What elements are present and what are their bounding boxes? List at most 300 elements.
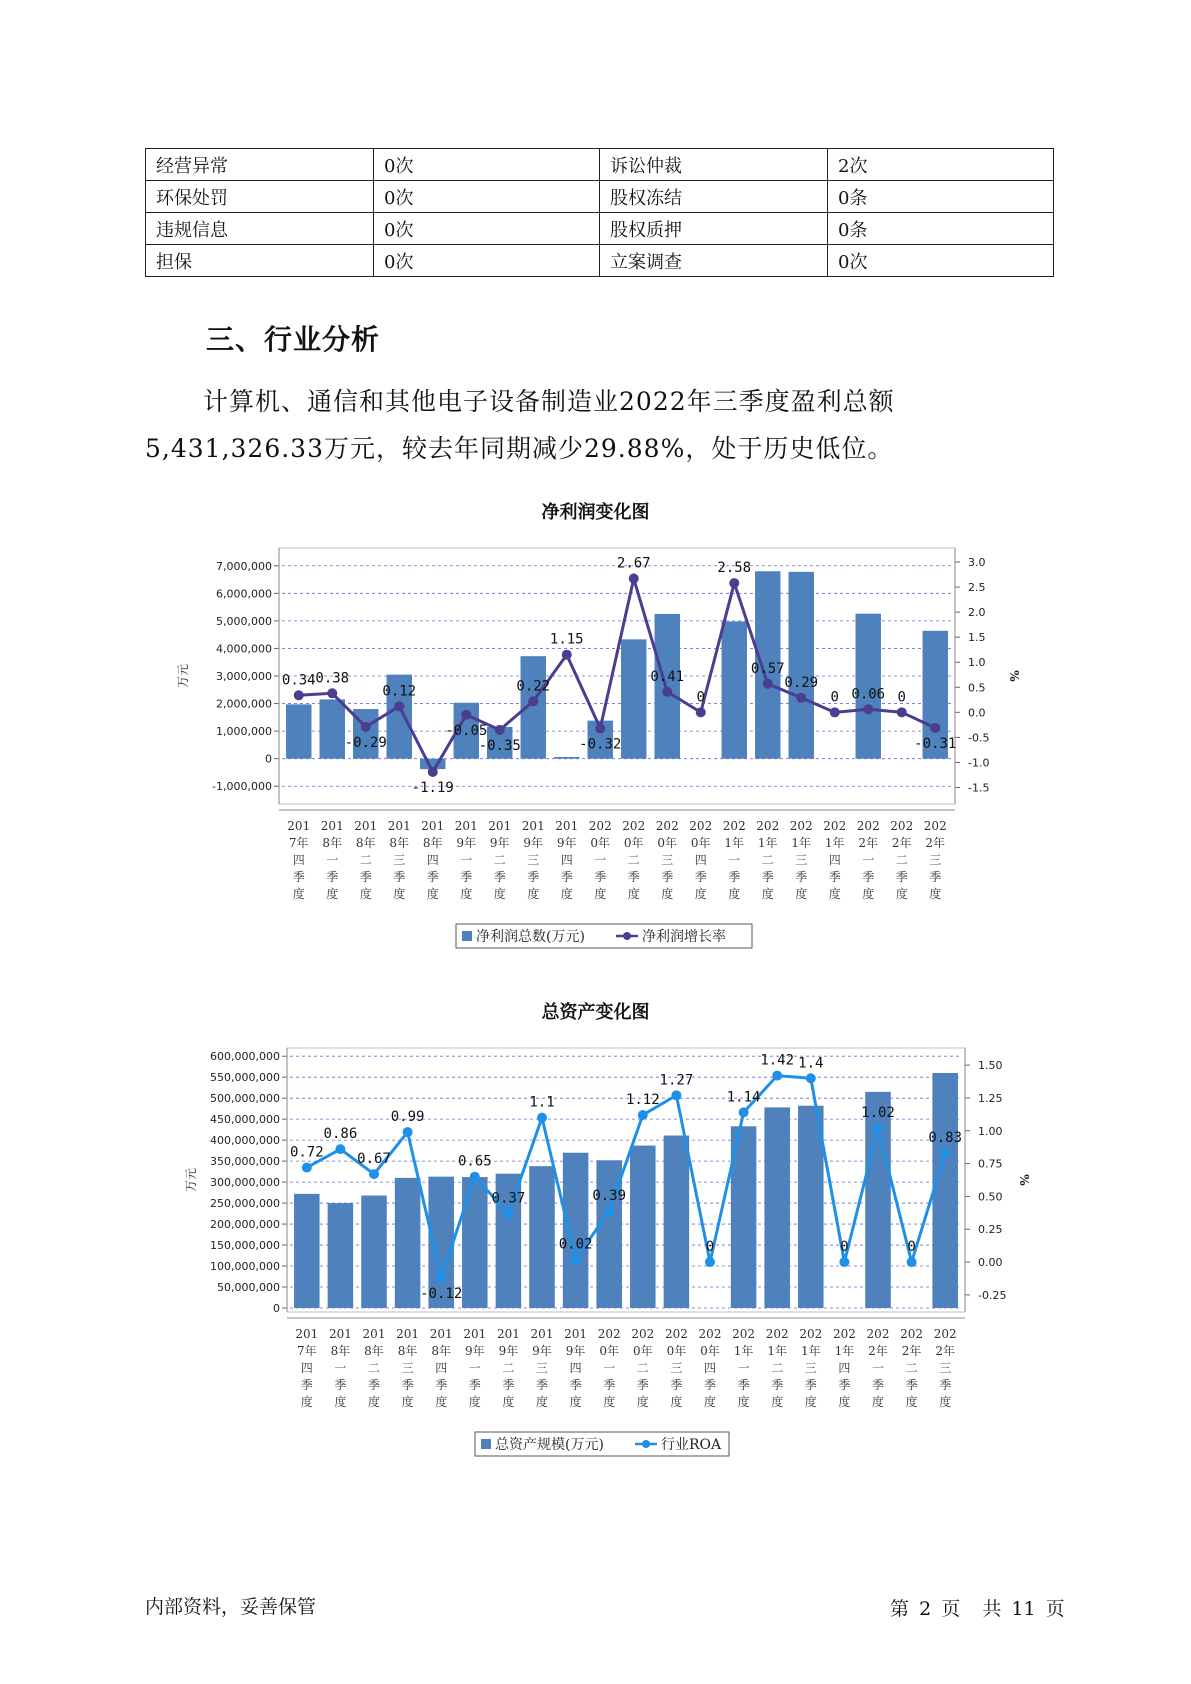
x-tick-label-line: 201 <box>530 1327 554 1341</box>
line-point <box>571 1254 581 1264</box>
y2-tick-label: 0.00 <box>978 1256 1003 1270</box>
risk-item-label: 环保处罚 <box>146 181 374 213</box>
x-tick-label-line: 9年 <box>556 836 577 850</box>
data-label: 0 <box>897 689 906 706</box>
x-tick-label-line: 202 <box>698 1327 722 1341</box>
table-row <box>146 245 1054 277</box>
data-label: 1.27 <box>659 1072 694 1089</box>
x-tick-label-line: 一 <box>334 1361 347 1375</box>
y2-tick-label: 2.0 <box>968 606 986 620</box>
x-tick-label <box>631 1327 654 1409</box>
risk-item-label: 违规信息 <box>146 213 374 245</box>
x-tick-label <box>699 1327 722 1409</box>
x-tick-label-line: 季 <box>761 870 774 884</box>
x-tick-label-line: 季 <box>939 1378 952 1392</box>
legend-line-marker <box>642 1440 650 1448</box>
line-point <box>470 1172 480 1182</box>
x-tick-label <box>396 1327 419 1409</box>
line-point <box>604 1206 614 1216</box>
x-tick-label-line: 202 <box>631 1327 655 1341</box>
x-tick-label-line: 202 <box>789 819 813 833</box>
x-tick-label-line: 9年 <box>532 1344 552 1358</box>
x-tick-label-line: 201 <box>396 1327 420 1341</box>
x-tick-label-line: 度 <box>502 1395 515 1409</box>
x-tick-label-line: 202 <box>923 819 947 833</box>
x-tick-label-line: 季 <box>468 1378 481 1392</box>
data-label: 0.22 <box>516 678 551 695</box>
line-point <box>806 1073 816 1083</box>
x-tick-label-line: 度 <box>737 1395 750 1409</box>
x-tick-label-line: 201 <box>488 819 512 833</box>
y2-tick-label: 3.0 <box>968 556 986 570</box>
x-tick-label-line: 0年 <box>623 836 644 850</box>
legend-line-label: 净利润增长率 <box>642 929 726 945</box>
bar <box>798 1106 824 1308</box>
y-tick-label: 100,000,000 <box>210 1260 280 1274</box>
line-point <box>729 578 739 588</box>
x-tick-label-line: 季 <box>795 870 808 884</box>
x-tick-label-line: 三 <box>670 1361 683 1375</box>
x-tick-label-line: 0年 <box>632 1344 653 1358</box>
y-tick-label: 7,000,000 <box>216 559 272 573</box>
y2-tick-label: -0.25 <box>978 1288 1007 1302</box>
x-tick-label <box>823 819 846 901</box>
x-tick-label-line: 2年 <box>935 1344 956 1358</box>
x-tick-label-line: 度 <box>426 887 439 901</box>
risk-item-label: 股权质押 <box>600 213 828 245</box>
legend-bar-swatch <box>481 1439 491 1449</box>
x-tick-label-line: 度 <box>838 1395 851 1409</box>
x-tick-label-line: 三 <box>527 853 540 867</box>
x-tick-label-line: 2年 <box>858 836 879 850</box>
x-tick-label <box>665 1327 688 1409</box>
data-label: 1.4 <box>798 1055 824 1072</box>
data-label: 1.1 <box>529 1094 555 1111</box>
x-tick-label <box>857 819 880 901</box>
line-point <box>495 725 505 735</box>
x-tick-label-line: 季 <box>862 870 875 884</box>
x-tick-label-line: 度 <box>804 1395 817 1409</box>
data-label: -0.32 <box>579 736 622 753</box>
x-tick-label-line: 一 <box>603 1361 616 1375</box>
line-point <box>394 701 404 711</box>
x-tick-label-line: 2年 <box>868 1344 888 1358</box>
x-tick-label-line: 度 <box>359 887 372 901</box>
x-tick-label-line: 季 <box>460 870 473 884</box>
x-tick-label-line: 季 <box>636 1378 649 1392</box>
x-tick-label <box>421 819 444 901</box>
x-tick-label-line: 度 <box>367 1395 381 1409</box>
x-tick-label-line: 季 <box>292 870 305 884</box>
net-profit-chart-title: 净利润变化图 <box>541 502 650 523</box>
x-tick-label-line: 度 <box>771 1395 784 1409</box>
risk-item-label: 诉讼仲裁 <box>600 149 828 181</box>
x-tick-label-line: 度 <box>905 1395 918 1409</box>
total-assets-chart-title: 总资产变化图 <box>541 1002 650 1023</box>
x-tick-label-line: 1年 <box>757 836 778 850</box>
x-tick-label-line: 度 <box>401 1395 414 1409</box>
x-tick-label-line: 9年 <box>456 836 477 850</box>
x-tick-label-line: 201 <box>564 1327 588 1341</box>
line-point <box>403 1127 413 1137</box>
line-point <box>369 1169 379 1179</box>
x-tick-label-line: 度 <box>871 1395 885 1409</box>
x-tick-label-line: 二 <box>636 1361 649 1375</box>
x-tick-label <box>555 819 578 901</box>
table-row <box>146 181 1054 213</box>
x-tick-label-line: 度 <box>300 1395 313 1409</box>
x-tick-label-line: 201 <box>463 1327 487 1341</box>
x-tick-label-line: 二 <box>493 853 506 867</box>
risk-item-value: 0次 <box>828 245 1054 277</box>
y2-axis-title: % <box>1007 670 1021 682</box>
data-label: 0.37 <box>491 1190 526 1207</box>
line-point <box>629 574 639 584</box>
x-tick-label-line: 季 <box>895 870 908 884</box>
x-tick-label-line: 季 <box>828 870 841 884</box>
risk-item-value: 0次 <box>374 213 600 245</box>
page-label: 第 <box>890 1598 910 1620</box>
x-tick-label-line: 202 <box>622 819 646 833</box>
y2-axis-title: % <box>1017 1174 1031 1186</box>
x-tick-label <box>689 819 712 901</box>
page-number <box>890 1594 1069 1621</box>
x-tick-label-line: 四 <box>426 853 439 867</box>
x-tick-label-line: 季 <box>527 870 540 884</box>
data-label: 0.83 <box>928 1130 963 1147</box>
x-tick-label-line: 202 <box>933 1327 957 1341</box>
x-tick-label-line: 季 <box>359 870 372 884</box>
x-tick-label <box>934 1327 957 1409</box>
y2-tick-label: 1.25 <box>978 1091 1003 1105</box>
x-tick-label-line: 度 <box>527 887 540 901</box>
data-label: 0.29 <box>784 674 819 691</box>
data-label: 0.99 <box>390 1109 425 1126</box>
x-tick-label <box>497 1327 520 1409</box>
total-assets-chart <box>0 1030 1191 1453</box>
data-label: 2.67 <box>616 555 651 572</box>
x-tick-label-line: 202 <box>900 1327 924 1341</box>
x-tick-label <box>732 1327 755 1409</box>
x-tick-label-line: 季 <box>627 870 640 884</box>
risk-item-label: 经营异常 <box>146 149 374 181</box>
x-tick-label-line: 201 <box>287 819 311 833</box>
y-tick-label: 0 <box>273 1302 280 1315</box>
risk-summary-table <box>145 148 1054 277</box>
x-tick-label-line: 季 <box>367 1378 381 1392</box>
x-tick-label-line: 201 <box>521 819 545 833</box>
x-tick-label-line: 季 <box>694 870 707 884</box>
x-tick-label-line: 9年 <box>489 836 510 850</box>
x-tick-label-line: 度 <box>636 1395 649 1409</box>
x-tick-label-line: 度 <box>694 887 707 901</box>
x-tick-label-line: 季 <box>661 870 674 884</box>
x-tick-label-line: 度 <box>535 1395 549 1409</box>
bar <box>529 1166 555 1308</box>
x-tick-label-line: 四 <box>838 1361 851 1375</box>
bar <box>462 1177 488 1308</box>
x-tick-label <box>766 1327 789 1409</box>
x-tick-label-line: 四 <box>703 1361 717 1375</box>
x-tick-label-line: 三 <box>661 853 674 867</box>
y-axis-title: 万元 <box>176 663 190 689</box>
x-tick-label-line: 季 <box>535 1378 549 1392</box>
y2-tick-label: 0.0 <box>968 706 986 720</box>
y-axis-title: 万元 <box>184 1167 198 1193</box>
data-label: 1.12 <box>625 1092 660 1109</box>
x-tick-label-line: 8年 <box>355 836 376 850</box>
x-tick-label-line: 季 <box>804 1378 817 1392</box>
line-point <box>294 690 304 700</box>
y-tick-label: 3,000,000 <box>216 670 272 683</box>
x-tick-label-line: 度 <box>728 887 741 901</box>
y-tick-label: 4,000,000 <box>216 642 272 656</box>
x-tick-label <box>867 1327 890 1409</box>
bar <box>789 572 814 759</box>
x-tick-label <box>799 1327 822 1409</box>
x-tick-label-line: 1年 <box>791 836 812 850</box>
line-point <box>930 723 940 733</box>
line-point <box>335 1144 345 1154</box>
x-tick-label-line: 一 <box>862 853 875 867</box>
x-tick-label-line: 四 <box>828 853 841 867</box>
y2-tick-label: 0.75 <box>978 1157 1003 1171</box>
x-tick-label-line: 度 <box>292 887 305 901</box>
y2-tick-label: 2.5 <box>968 581 986 595</box>
x-tick-label <box>756 819 779 901</box>
x-tick-label <box>488 819 511 901</box>
risk-item-value: 0条 <box>828 181 1054 213</box>
line-point <box>361 722 371 732</box>
x-tick-label-line: 度 <box>795 887 808 901</box>
y-tick-label: 5,000,000 <box>216 614 272 628</box>
data-label: 0 <box>907 1239 916 1256</box>
total-label: 共 <box>982 1598 1002 1620</box>
x-tick-label <box>622 819 645 901</box>
x-tick-label-line: 1年 <box>767 1344 788 1358</box>
x-tick-label-line: 2年 <box>901 1344 922 1358</box>
risk-item-value: 0次 <box>374 245 600 277</box>
line-point <box>461 710 471 720</box>
data-label: 1.15 <box>549 631 584 648</box>
bar <box>621 639 646 758</box>
x-tick-label-line: 一 <box>326 853 339 867</box>
data-label: -1.19 <box>411 779 454 796</box>
x-tick-label-line: 202 <box>832 1327 856 1341</box>
x-tick-label-line: 二 <box>367 1361 381 1375</box>
y-tick-label: 350,000,000 <box>210 1155 280 1169</box>
y2-tick-label: -1.0 <box>968 756 990 770</box>
x-tick-label <box>295 1327 318 1409</box>
line-point <box>662 687 672 697</box>
x-tick-label-line: 二 <box>359 853 372 867</box>
line-point <box>428 767 438 777</box>
x-tick-label-line: 度 <box>468 1395 481 1409</box>
x-tick-label <box>564 1327 587 1409</box>
x-tick-label-line: 四 <box>435 1361 448 1375</box>
data-label: 0 <box>696 689 705 706</box>
industry-paragraph: 计算机、通信和其他电子设备制造业2022年三季度盈利总额5,431,326.33万元，较去年同期减少29.88%，处于历史低位。 <box>145 387 895 463</box>
line-point <box>897 707 907 717</box>
y2-tick-label: 0.50 <box>978 1190 1003 1204</box>
line-point <box>436 1273 446 1283</box>
data-label: 0.65 <box>457 1153 492 1170</box>
y-tick-label: -1,000,000 <box>212 780 272 794</box>
x-tick-label-line: 202 <box>823 819 847 833</box>
table-row <box>146 149 1054 181</box>
data-label: -0.05 <box>445 722 488 739</box>
x-tick-label <box>900 1327 923 1409</box>
x-tick-label-line: 2年 <box>891 836 912 850</box>
line-point <box>839 1257 849 1267</box>
legend-bar-label: 净利润总数(万元) <box>476 929 585 945</box>
net-profit-chart <box>0 530 1191 1000</box>
data-label: 0.86 <box>323 1126 358 1143</box>
x-tick-label-line: 1年 <box>834 1344 855 1358</box>
x-tick-label-line: 度 <box>828 887 841 901</box>
data-label: 0.39 <box>592 1187 627 1204</box>
legend-line-marker <box>623 932 631 940</box>
x-tick-label-line: 8年 <box>330 1344 351 1358</box>
x-tick-label-line: 季 <box>493 870 506 884</box>
line-point <box>696 707 706 717</box>
x-tick-label-line: 0年 <box>690 836 711 850</box>
x-tick-label-line: 度 <box>895 887 908 901</box>
x-tick-label-line: 202 <box>799 1327 823 1341</box>
x-tick-label-line: 季 <box>569 1378 582 1392</box>
y-tick-label: 300,000,000 <box>210 1176 280 1190</box>
x-tick-label-line: 9年 <box>523 836 544 850</box>
x-tick-label-line: 三 <box>795 853 808 867</box>
x-tick-label-line: 四 <box>300 1361 313 1375</box>
data-label: 0.41 <box>650 668 685 685</box>
x-tick-label-line: 季 <box>905 1378 918 1392</box>
x-tick-label <box>287 819 310 901</box>
x-tick-label-line: 季 <box>594 870 607 884</box>
x-tick-label <box>598 1327 621 1409</box>
y2-tick-label: 1.50 <box>978 1059 1003 1073</box>
data-label: 0.72 <box>289 1144 324 1161</box>
x-tick-label-line: 季 <box>670 1378 683 1392</box>
x-tick-label-line: 季 <box>426 870 439 884</box>
x-tick-label-line: 四 <box>560 853 573 867</box>
y2-tick-label: 1.0 <box>968 656 986 670</box>
x-tick-label-line: 9年 <box>565 1344 586 1358</box>
x-tick-label-line: 201 <box>496 1327 520 1341</box>
x-tick-label <box>455 819 478 901</box>
x-tick-label-line: 度 <box>603 1395 616 1409</box>
y2-tick-label: -0.5 <box>968 731 990 745</box>
x-tick-label-line: 201 <box>429 1327 453 1341</box>
data-label: 0 <box>840 1239 849 1256</box>
line-point <box>705 1257 715 1267</box>
x-tick-label-line: 一 <box>737 1361 750 1375</box>
x-tick-label <box>388 819 411 901</box>
x-tick-label-line: 度 <box>569 1395 582 1409</box>
x-tick-label-line: 度 <box>460 887 473 901</box>
y-tick-label: 2,000,000 <box>216 697 272 711</box>
risk-item-label: 股权冻结 <box>600 181 828 213</box>
x-tick-label-line: 季 <box>435 1378 448 1392</box>
x-tick-label-line: 202 <box>588 819 612 833</box>
x-tick-label-line: 季 <box>334 1378 347 1392</box>
x-tick-label-line: 度 <box>929 887 942 901</box>
x-tick-label-line: 一 <box>460 853 473 867</box>
y-tick-label: 550,000,000 <box>210 1071 280 1085</box>
x-tick-label-line: 季 <box>737 1378 750 1392</box>
x-tick-label-line: 201 <box>328 1327 352 1341</box>
x-tick-label-line: 202 <box>597 1327 621 1341</box>
x-tick-label-line: 度 <box>939 1395 952 1409</box>
x-tick-label <box>890 819 913 901</box>
x-tick-label-line: 三 <box>401 1361 414 1375</box>
x-tick-label-line: 度 <box>393 887 406 901</box>
risk-item-label: 担保 <box>146 245 374 277</box>
x-tick-label-line: 四 <box>694 853 707 867</box>
y-tick-label: 250,000,000 <box>210 1197 280 1211</box>
x-tick-label-line: 度 <box>862 887 875 901</box>
data-label: 0.12 <box>382 683 417 700</box>
x-tick-label-line: 0年 <box>657 836 678 850</box>
x-tick-label-line: 季 <box>703 1378 717 1392</box>
x-tick-label-line: 202 <box>722 819 746 833</box>
x-tick-label-line: 202 <box>765 1327 789 1341</box>
x-tick-label-line: 201 <box>387 819 411 833</box>
line-point <box>772 1071 782 1081</box>
x-tick-label <box>833 1327 856 1409</box>
x-tick-label-line: 四 <box>569 1361 582 1375</box>
x-tick-label-line: 0年 <box>590 836 611 850</box>
x-tick-label-line: 9年 <box>464 1344 485 1358</box>
page-unit: 页 <box>941 1598 961 1620</box>
x-tick-label-line: 度 <box>761 887 774 901</box>
data-label: 0 <box>830 689 839 706</box>
x-tick-label-line: 二 <box>761 853 774 867</box>
x-tick-label-line: 202 <box>856 819 880 833</box>
x-tick-label-line: 2年 <box>925 836 946 850</box>
data-label: -0.31 <box>914 735 957 752</box>
x-tick-label <box>363 1327 386 1409</box>
x-tick-label-line: 季 <box>871 1378 885 1392</box>
x-tick-label-line: 0年 <box>700 1344 720 1358</box>
line-point <box>940 1148 950 1158</box>
line-point <box>671 1090 681 1100</box>
x-tick-label-line: 201 <box>362 1327 386 1341</box>
x-tick-label <box>329 1327 352 1409</box>
line-point <box>302 1163 312 1173</box>
x-tick-label-line: 201 <box>295 1327 319 1341</box>
y2-tick-label: -1.5 <box>968 781 990 795</box>
data-label: -0.12 <box>420 1285 463 1302</box>
plot-frame <box>287 1048 965 1312</box>
footer-confidential: 内部资料，妥善保管 <box>145 1596 317 1618</box>
section-title: 三、行业分析 <box>206 323 381 356</box>
x-tick-label <box>430 1327 453 1409</box>
x-tick-label <box>321 819 344 901</box>
x-tick-label-line: 8年 <box>397 1344 418 1358</box>
x-tick-label-line: 201 <box>454 819 478 833</box>
data-label: 0 <box>705 1239 715 1256</box>
x-tick-label <box>531 1327 554 1409</box>
data-label: 1.02 <box>861 1105 895 1122</box>
x-tick-label-line: 9年 <box>498 1344 519 1358</box>
y-tick-label: 150,000,000 <box>210 1239 280 1253</box>
y2-tick-label: 0.5 <box>968 681 986 695</box>
x-tick-label-line: 季 <box>603 1378 616 1392</box>
line-point <box>830 707 840 717</box>
line-point <box>595 723 605 733</box>
x-tick-label-line: 二 <box>895 853 908 867</box>
